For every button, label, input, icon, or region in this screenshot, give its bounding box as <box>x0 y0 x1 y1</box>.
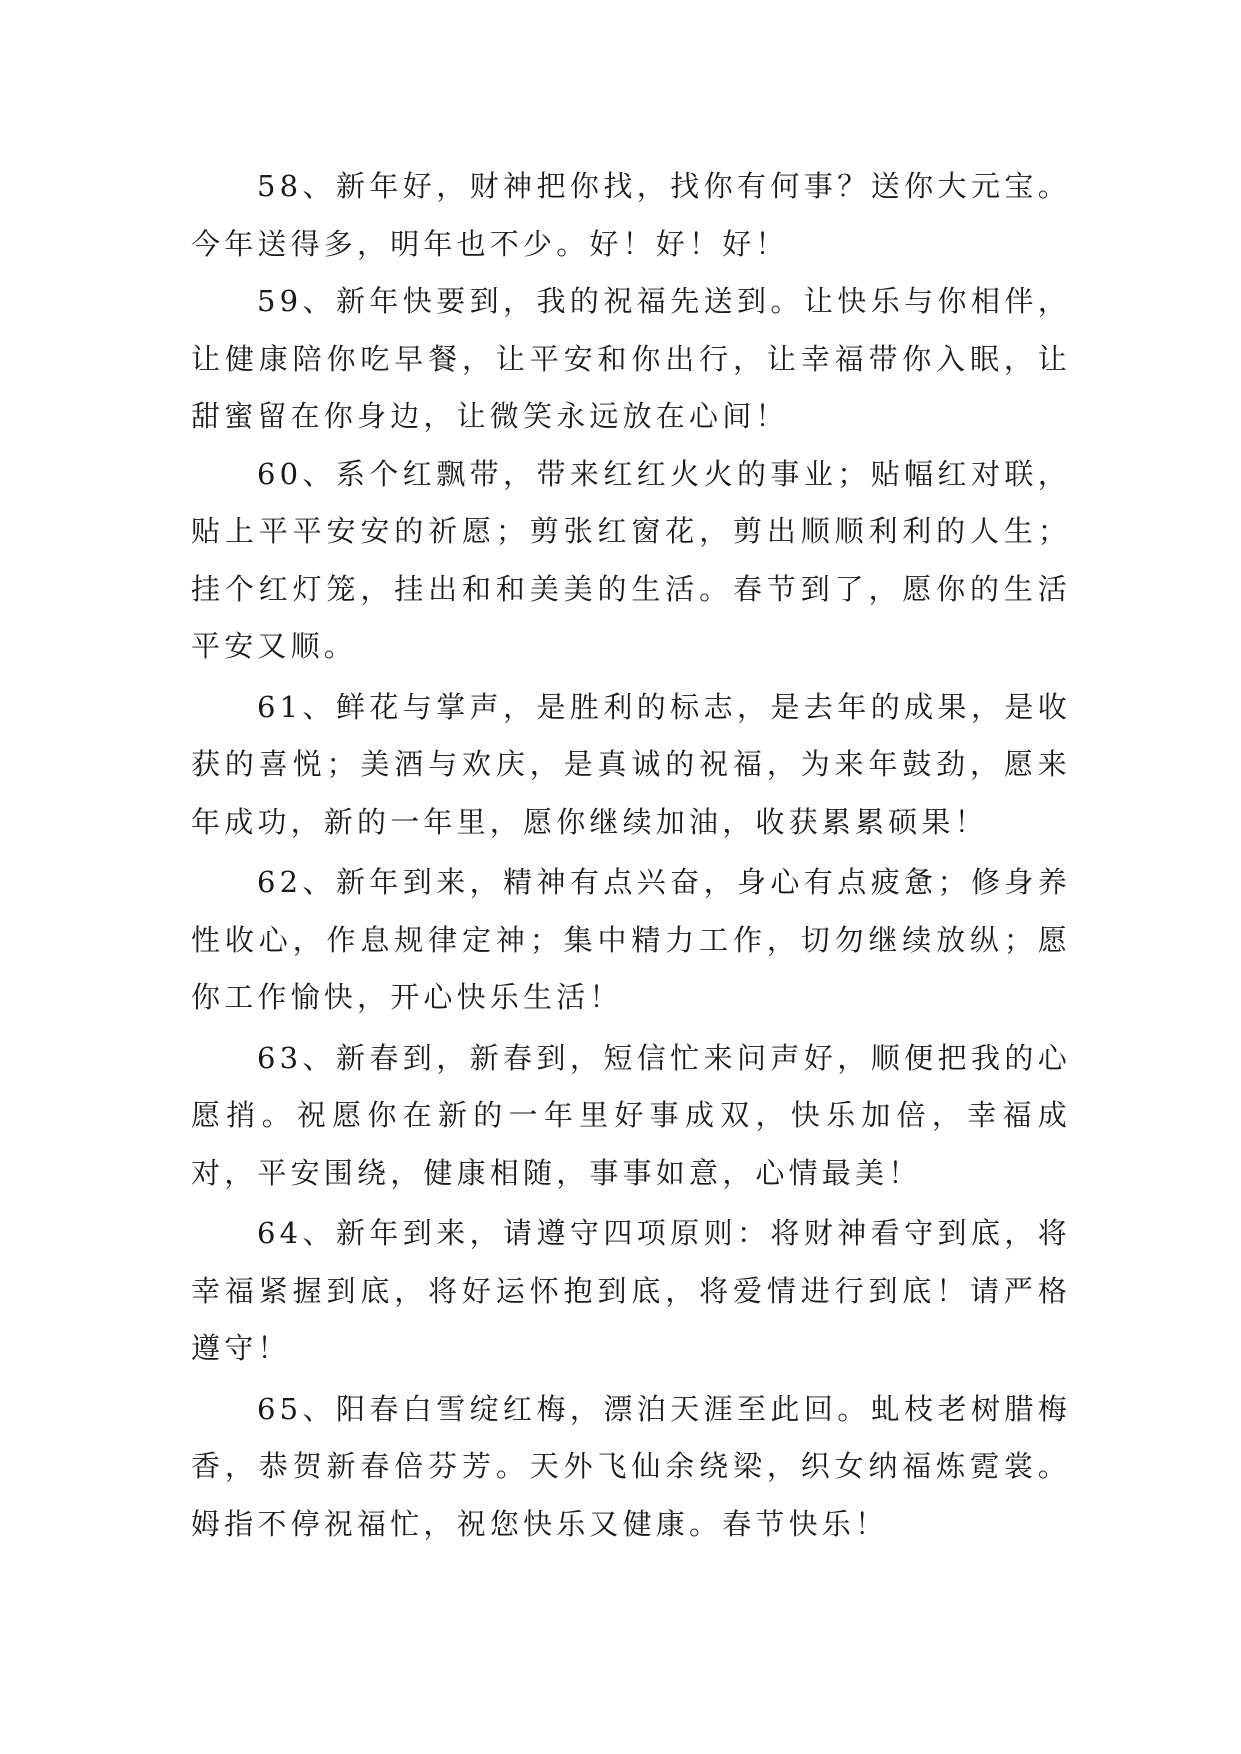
paragraph-62: 62、新年到来，精神有点兴奋，身心有点疲惫；修身养性收心，作息规律定神；集中精力工作，切勿继续放纵；愿你工作愉快，开心快乐生活！ <box>191 865 1071 1014</box>
paragraph-58: 58、新年好，财神把你找，找你有何事？送你大元宝。今年送得多，明年也不少。好！好！好！ <box>191 169 1071 261</box>
document-body <box>191 158 1071 1553</box>
paragraph-63: 63、新春到，新春到，短信忙来问声好，顺便把我的心愿捎。祝愿你在新的一年里好事成双，快乐加倍，幸福成对，平安围绕，健康相随，事事如意，心情最美！ <box>191 1040 1071 1190</box>
paragraph-64: 64、新年到来，请遵守四项原则：将财神看守到底，将幸福紧握到底，将好运怀抱到底，将爱情进行到底！请严格遵守！ <box>191 1216 1071 1365</box>
paragraph-59: 59、新年快要到，我的祝福先送到。让快乐与你相伴，让健康陪你吃早餐，让平安和你出行，让幸福带你入眠，让甜蜜留在你身边，让微笑永远放在心间！ <box>191 284 1071 433</box>
paragraph-61: 61、鲜花与掌声，是胜利的标志，是去年的成果，是收获的喜悦；美酒与欢庆，是真诚的祝福，为来年鼓劲，愿来年成功，新的一年里，愿你继续加油，收获累累硕果！ <box>191 689 1071 839</box>
paragraph-65: 65、阳春白雪绽红梅，漂泊天涯至此回。虬枝老树腊梅香，恭贺新春倍芬芳。天外飞仙余绕梁，织女纳福炼霓裳。姆指不停祝福忙，祝您快乐又健康。春节快乐！ <box>191 1391 1071 1541</box>
paragraph-60: 60、系个红飘带，带来红红火火的事业；贴幅红对联，贴上平平安安的祈愿；剪张红窗花，剪出顺顺利利的人生；挂个红灯笼，挂出和和美美的生活。春节到了，愿你的生活平安又顺。 <box>191 456 1071 663</box>
